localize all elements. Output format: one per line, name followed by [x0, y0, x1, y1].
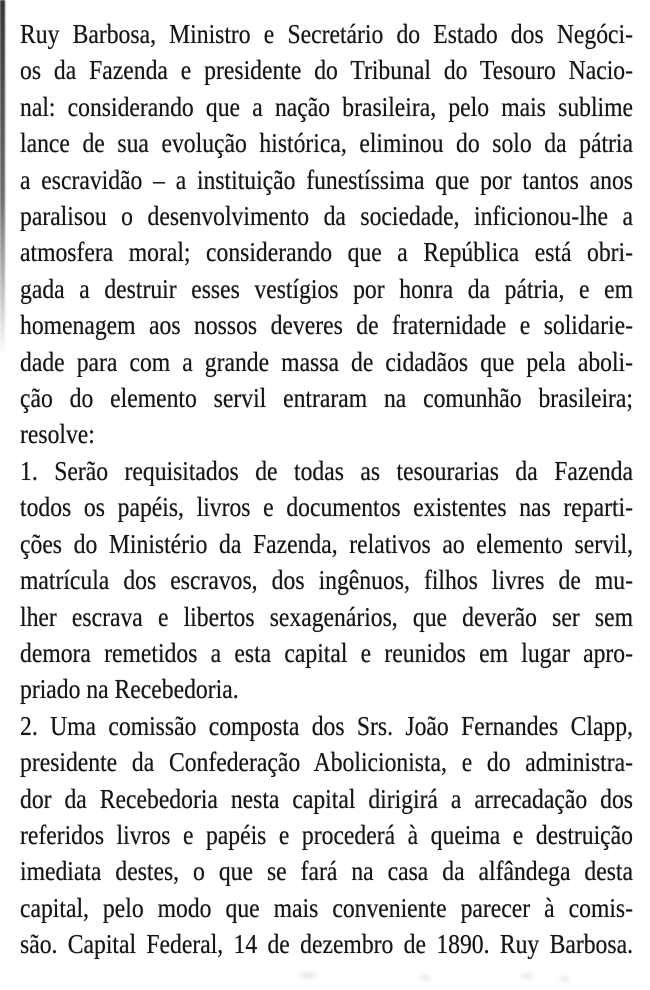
text-line: dor da Recebedoria nesta capital dirigirá a arrecadação dos — [20, 783, 633, 814]
text-line: 1. Serão requisitados de todas as tesourarias da Fazenda — [20, 455, 633, 486]
text-block — [20, 16, 633, 963]
text-line: todos os papéis, livros e documentos existentes nas reparti- — [20, 492, 633, 523]
text-line: demora remetidos a esta capital e reunidos em lugar apro- — [20, 637, 633, 668]
text-line: nal: considerando que a nação brasileira, pelo mais sublime — [20, 91, 633, 122]
text-line: homenagem aos nossos deveres de fraternidade e solidarie- — [20, 310, 633, 341]
scan-edge-artifact — [0, 0, 5, 355]
scan-smudge — [300, 973, 316, 978]
text-line: dade para com a grande massa de cidadãos que pela aboli- — [20, 346, 633, 377]
text-line: priado na Recebedoria. — [20, 674, 239, 705]
scan-smudge — [520, 974, 533, 978]
text-line: gada a destruir esses vestígios por honra da pátria, e em — [20, 273, 633, 304]
text-line: paralisou o desenvolvimento da sociedade, inficionou-lhe a — [20, 201, 633, 232]
text-line: presidente da Confederação Abolicionista, e do administra- — [20, 747, 633, 778]
text-line: lance de sua evolução histórica, eliminou do solo da pátria — [20, 128, 633, 159]
scan-smudge — [420, 976, 431, 980]
text-line: são. Capital Federal, 14 de dezembro de 1890. Ruy Barbosa. — [20, 929, 633, 960]
text-line: atmosfera moral; considerando que a República está obri- — [20, 237, 633, 268]
scan-smudge — [560, 977, 570, 981]
text-line: matrícula dos escravos, dos ingênuos, filhos livres de mu- — [20, 565, 633, 596]
text-line: capital, pelo modo que mais conveniente parecer à comis- — [20, 892, 633, 923]
text-line: ção do elemento servil entraram na comunhão brasileira; — [20, 383, 633, 414]
text-line: resolve: — [20, 419, 95, 450]
text-line: a escravidão – a instituição funestíssima que por tantos anos — [20, 164, 633, 195]
text-line: lher escrava e libertos sexagenários, que deverão ser sem — [20, 601, 633, 632]
text-line: os da Fazenda e presidente do Tribunal do Tesouro Nacio- — [20, 55, 633, 86]
text-line: ções do Ministério da Fazenda, relativos ao elemento servil, — [20, 528, 633, 559]
text-line: imediata destes, o que se fará na casa da alfândega desta — [20, 856, 633, 887]
text-line: Ruy Barbosa, Ministro e Secretário do Estado dos Negóci- — [20, 19, 633, 49]
text-line: referidos livros e papéis e procederá à queima e destruição — [20, 819, 633, 850]
text-line: 2. Uma comissão composta dos Srs. João Fernandes Clapp, — [20, 710, 633, 741]
